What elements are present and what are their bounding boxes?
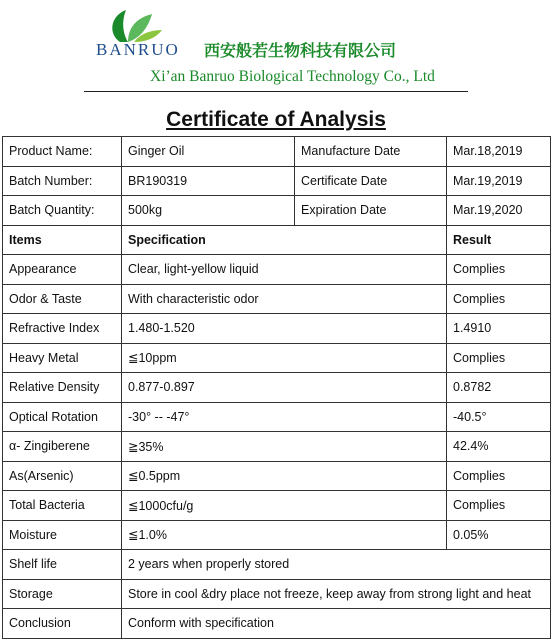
item-cell: α- Zingiberene bbox=[3, 432, 122, 462]
header-items: Items bbox=[3, 225, 122, 255]
table-row bbox=[3, 432, 551, 462]
footer-row bbox=[3, 550, 551, 580]
info-label: Certificate Date bbox=[295, 166, 447, 196]
info-value: Ginger Oil bbox=[122, 137, 295, 167]
item-cell: Storage bbox=[3, 579, 122, 609]
info-value: BR190319 bbox=[122, 166, 295, 196]
letterhead bbox=[0, 0, 552, 100]
header-divider bbox=[84, 91, 468, 92]
info-label: Manufacture Date bbox=[295, 137, 447, 167]
specification-cell: 1.480-1.520 bbox=[122, 314, 447, 344]
item-cell: Optical Rotation bbox=[3, 402, 122, 432]
info-row bbox=[3, 137, 551, 167]
table-row bbox=[3, 314, 551, 344]
footer-value-cell: Store in cool &dry place not freeze, keep away from strong light and heat bbox=[122, 579, 551, 609]
footer-row bbox=[3, 609, 551, 639]
info-label: Expiration Date bbox=[295, 196, 447, 226]
table-row bbox=[3, 491, 551, 521]
item-cell: Heavy Metal bbox=[3, 343, 122, 373]
info-label: Batch Number: bbox=[3, 166, 122, 196]
header-specification: Specification bbox=[122, 225, 447, 255]
result-cell: Complies bbox=[447, 284, 551, 314]
specification-cell: ≦0.5ppm bbox=[122, 461, 447, 491]
table-row bbox=[3, 373, 551, 403]
info-value: Mar.18,2019 bbox=[447, 137, 551, 167]
specification-cell: ≧35% bbox=[122, 432, 447, 462]
specification-cell: ≦1.0% bbox=[122, 520, 447, 550]
result-cell: -40.5° bbox=[447, 402, 551, 432]
item-cell: Relative Density bbox=[3, 373, 122, 403]
specification-cell: -30° -- -47° bbox=[122, 402, 447, 432]
item-cell: Shelf life bbox=[3, 550, 122, 580]
footer-value-cell: 2 years when properly stored bbox=[122, 550, 551, 580]
result-cell: 0.8782 bbox=[447, 373, 551, 403]
info-value: 500kg bbox=[122, 196, 295, 226]
specification-cell: ≦1000cfu/g bbox=[122, 491, 447, 521]
table-row bbox=[3, 255, 551, 285]
info-value: Mar.19,2020 bbox=[447, 196, 551, 226]
footer-value-cell: Conform with specification bbox=[122, 609, 551, 639]
info-label: Product Name: bbox=[3, 137, 122, 167]
document-title: Certificate of Analysis bbox=[166, 108, 386, 131]
brand-name: BANRUO bbox=[96, 40, 180, 59]
item-cell: Appearance bbox=[3, 255, 122, 285]
specification-cell: 0.877-0.897 bbox=[122, 373, 447, 403]
item-cell: Conclusion bbox=[3, 609, 122, 639]
item-cell: Refractive Index bbox=[3, 314, 122, 344]
item-cell: Odor & Taste bbox=[3, 284, 122, 314]
specification-cell: ≦10ppm bbox=[122, 343, 447, 373]
item-cell: As(Arsenic) bbox=[3, 461, 122, 491]
result-cell: 1.4910 bbox=[447, 314, 551, 344]
company-name-english: Xi’an Banruo Biological Technology Co., Ltd bbox=[150, 68, 435, 85]
result-cell: 0.05% bbox=[447, 520, 551, 550]
table-row bbox=[3, 284, 551, 314]
header-result: Result bbox=[447, 225, 551, 255]
info-row bbox=[3, 196, 551, 226]
info-row bbox=[3, 166, 551, 196]
info-value: Mar.19,2019 bbox=[447, 166, 551, 196]
table-header-row bbox=[3, 225, 551, 255]
specification-cell: Clear, light-yellow liquid bbox=[122, 255, 447, 285]
table-row bbox=[3, 343, 551, 373]
specification-cell: With characteristic odor bbox=[122, 284, 447, 314]
footer-row bbox=[3, 579, 551, 609]
result-cell: Complies bbox=[447, 255, 551, 285]
analysis-table bbox=[2, 136, 551, 639]
table-row bbox=[3, 461, 551, 491]
item-cell: Total Bacteria bbox=[3, 491, 122, 521]
item-cell: Moisture bbox=[3, 520, 122, 550]
result-cell: Complies bbox=[447, 461, 551, 491]
result-cell: Complies bbox=[447, 491, 551, 521]
info-label: Batch Quantity: bbox=[3, 196, 122, 226]
company-name-chinese: 西安般若生物科技有限公司 bbox=[204, 41, 397, 60]
result-cell: Complies bbox=[447, 343, 551, 373]
table-row bbox=[3, 520, 551, 550]
result-cell: 42.4% bbox=[447, 432, 551, 462]
table-row bbox=[3, 402, 551, 432]
